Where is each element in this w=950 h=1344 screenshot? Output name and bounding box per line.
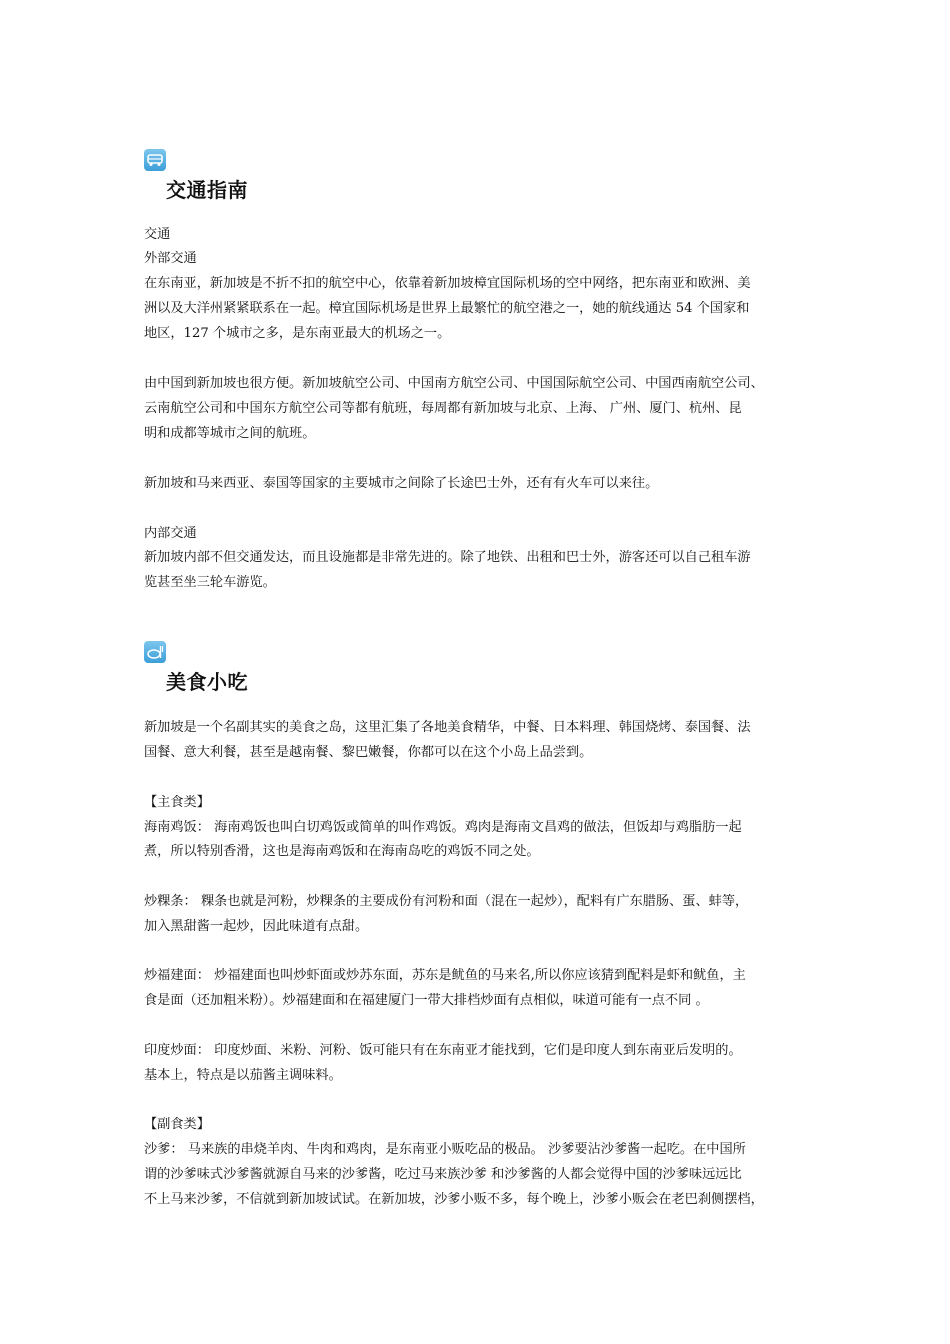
text-line: 交通 [144,227,171,242]
text-line: 在东南亚，新加坡是不折不扣的航空中心，依靠着新加坡樟宜国际机场的空中网络，把东南亚和欧洲、美 [144,276,751,291]
bus-icon [144,149,166,171]
text-line: 【主食类】 [144,795,210,810]
text-line: 新加坡是一个名副其实的美食之岛，这里汇集了各地美食精华，中餐、日本料理、韩国烧烤、泰国餐、法 [144,720,751,735]
text-line: 内部交通 [144,526,197,541]
text-line: 煮，所以特别香滑，这也是海南鸡饭和在海南岛吃的鸡饭不同之处。 [144,844,540,859]
text-line: 外部交通 [144,251,197,266]
text-line: 基本上，特点是以茄酱主调味料。 [144,1068,342,1083]
text-line: 新加坡内部不但交通发达，而且设施都是非常先进的。除了地铁、出租和巴士外，游客还可以自己租车游 [144,550,751,565]
text-line: 食是面（还加粗米粉）。炒福建面和在福建厦门一带大排档炒面有点相似，味道可能有一点不同 。 [144,993,709,1008]
text-line: 览甚至坐三轮车游览。 [144,575,276,590]
section-title-transport: 交通指南 [166,178,248,202]
text-line: 国餐、意大利餐，甚至是越南餐、黎巴嫩餐，你都可以在这个小岛上品尝到。 [144,745,593,760]
text-line: 【副食类】 [144,1117,210,1132]
text-line: 明和成都等城市之间的航班。 [144,426,316,441]
text-line: 海南鸡饭： 海南鸡饭也叫白切鸡饭或简单的叫作鸡饭。鸡肉是海南文昌鸡的做法，但饭却与鸡脂肪一起 [144,820,742,835]
text-line: 不上马来沙爹，不信就到新加坡试试。在新加坡，沙爹小贩不多，每个晚上，沙爹小贩会在老巴刹侧摆档， [144,1192,764,1207]
text-line: 谓的沙爹味式沙爹酱就源自马来的沙爹酱，吃过马来族沙爹 和沙爹酱的人都会觉得中国的沙爹味远远比 [144,1167,742,1182]
section-title-food: 美食小吃 [166,670,248,694]
text-line: 炒粿条： 粿条也就是河粉，炒粿条的主要成份有河粉和面（混在一起炒），配料有广东腊肠、蛋、蚌等， [144,894,749,909]
text-line: 新加坡和马来西亚、泰国等国家的主要城市之间除了长途巴士外，还有有火车可以来往。 [144,476,659,491]
text-line: 加入黑甜酱一起炒，因此味道有点甜。 [144,919,369,934]
text-line: 印度炒面： 印度炒面、米粉、河粉、饭可能只有在东南亚才能找到，它们是印度人到东南亚后发明的。 [144,1043,742,1058]
text-line: 地区，127 个城市之多，是东南亚最大的机场之一。 [144,326,451,341]
text-line: 沙爹： 马来族的串烧羊肉、牛肉和鸡肉，是东南亚小贩吃品的极品。 沙爹要沾沙爹酱一起吃。在中国所 [144,1142,746,1157]
dining-icon [144,641,166,663]
text-line: 由中国到新加坡也很方便。新加坡航空公司、中国南方航空公司、中国国际航空公司、中国西南航空公司、 [144,376,764,391]
text-line: 炒福建面： 炒福建面也叫炒虾面或炒苏东面，苏东是鱿鱼的马来名,所以你应该猜到配料是虾和鱿鱼，主 [144,968,746,983]
text-line: 洲以及大洋州紧紧联系在一起。樟宜国际机场是世界上最繁忙的航空港之一，她的航线通达 54 个国家和 [144,301,750,316]
text-line: 云南航空公司和中国东方航空公司等都有航班，每周都有新加坡与北京、上海、 广州、厦门、杭州、昆 [144,401,742,416]
